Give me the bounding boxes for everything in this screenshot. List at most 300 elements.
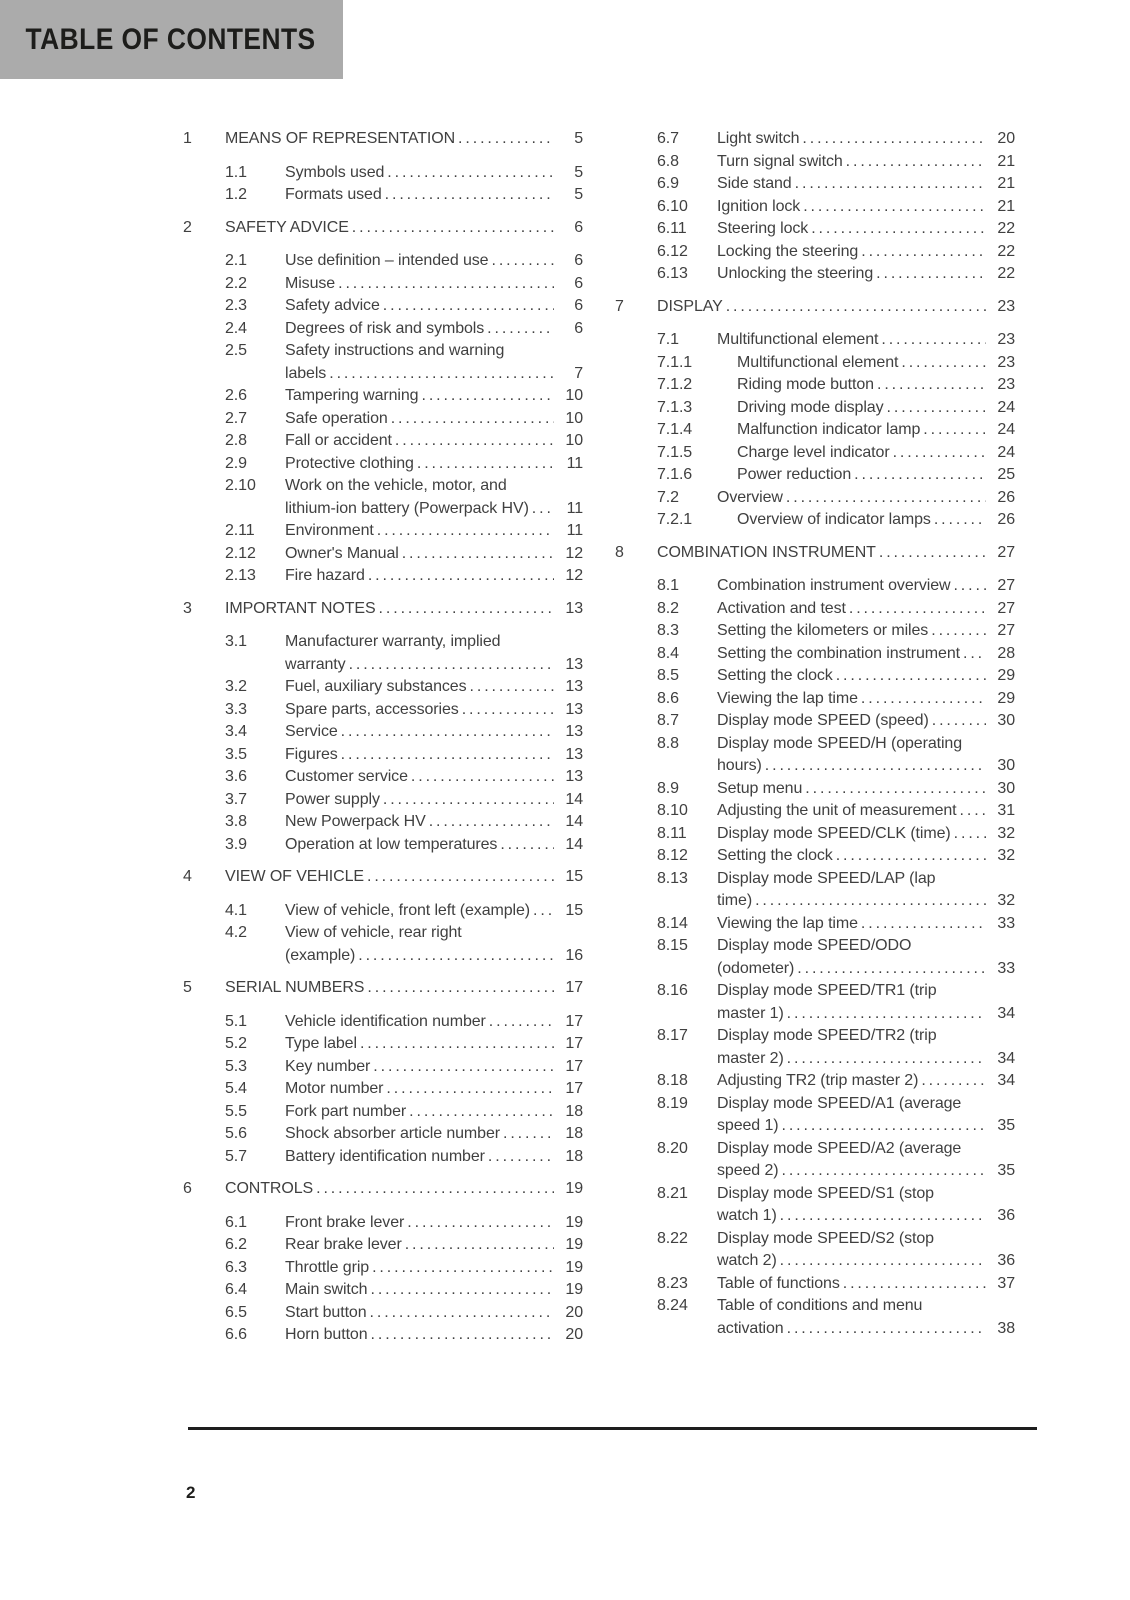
dot-leader (781, 1160, 986, 1183)
toc-entry-page: 22 (997, 242, 1015, 260)
toc-entry-page: 11 (566, 522, 583, 539)
toc-entry-page: 19 (565, 1236, 583, 1253)
toc-entry-number: 8.24 (657, 1297, 688, 1314)
toc-entry-title: Riding mode button (737, 376, 874, 393)
toc-entry-body (717, 1273, 1015, 1296)
toc-entry (183, 273, 583, 296)
toc-entry (615, 868, 1015, 913)
dot-leader (861, 241, 986, 264)
dot-leader (934, 509, 986, 532)
toc-entry-body (717, 643, 1015, 666)
dot-leader (358, 945, 554, 968)
toc-entry-body (285, 1146, 583, 1169)
toc-entry-page: 27 (997, 543, 1015, 561)
toc-entry-body (717, 845, 1015, 868)
toc-entry-page: 6 (574, 297, 583, 314)
toc-entry-page: 10 (565, 409, 583, 427)
toc-entry-page: 13 (565, 723, 583, 740)
toc-entry-page: 35 (997, 1117, 1015, 1134)
dot-leader (405, 1234, 554, 1257)
dot-leader (368, 565, 554, 588)
toc-entry-title: Formats used (285, 186, 382, 203)
toc-entry-title: labels (285, 364, 327, 382)
toc-entry (183, 598, 583, 621)
dot-leader (876, 263, 986, 286)
toc-entry-number: 6.12 (657, 242, 688, 260)
toc-entry-body (717, 1295, 1015, 1340)
footer-divider (188, 1427, 1037, 1430)
toc-entry-title: Spare parts, accessories (285, 700, 459, 718)
toc-entry-title: MEANS OF REPRESENTATION (225, 130, 456, 147)
toc-entry-title: Viewing the lap time (717, 689, 858, 707)
toc-entry-title: CONTROLS (225, 1180, 314, 1197)
toc-entry-title: Motor number (285, 1080, 384, 1097)
dot-leader (489, 1011, 554, 1034)
toc-entry (615, 419, 1015, 442)
toc-entry (615, 845, 1015, 868)
toc-entry-title: Degrees of risk and symbols (285, 319, 485, 337)
toc-entry-page: 18 (565, 1102, 583, 1120)
toc-entry-title-line: Manufacturer warranty, implied (285, 633, 501, 650)
toc-entry-number: 2.5 (225, 342, 247, 359)
toc-entry-page: 20 (565, 1303, 583, 1321)
toc-entry-page: 17 (565, 1080, 583, 1097)
dot-leader (887, 397, 986, 420)
toc-entry-body (737, 442, 1015, 465)
toc-entry-page: 28 (997, 644, 1015, 662)
toc-entry (615, 778, 1015, 801)
toc-entry-title: Environment (285, 522, 374, 539)
dot-leader (923, 419, 986, 442)
toc-entry-body (717, 688, 1015, 711)
toc-entry-title: Adjusting TR2 (trip master 2) (717, 1072, 919, 1089)
toc-entry-title: Safety advice (285, 297, 380, 314)
toc-entry-body (717, 823, 1015, 846)
toc-entry (183, 744, 583, 767)
toc-entry-title: Power supply (285, 790, 380, 808)
toc-entry-number: 8.3 (657, 622, 679, 639)
toc-entry-title: (example) (285, 946, 356, 964)
toc-entry (183, 721, 583, 744)
toc-entry-body (717, 329, 1015, 352)
toc-entry-number: 5.1 (225, 1012, 247, 1030)
toc-entry-number: 2.9 (225, 454, 247, 472)
toc-entry (615, 665, 1015, 688)
toc-entry-title: master 1) (717, 1004, 784, 1022)
toc-entry (183, 631, 583, 676)
dot-leader (726, 296, 986, 319)
toc-entry-number: 8.16 (657, 982, 688, 999)
toc-entry-number: 7.1.2 (657, 376, 693, 393)
toc-entry-body (285, 453, 583, 476)
dot-leader (786, 487, 986, 510)
toc-entry-page: 12 (565, 567, 583, 584)
dot-leader (836, 845, 986, 868)
toc-entry-body (717, 1025, 1015, 1070)
toc-entry-title-line: Work on the vehicle, motor, and (285, 477, 507, 494)
toc-entry-number: 3.4 (225, 723, 247, 740)
toc-entry-number: 1 (183, 130, 192, 147)
dot-leader (861, 688, 986, 711)
toc-entry-page: 6 (574, 319, 583, 337)
dot-leader (877, 374, 986, 397)
toc-entry-title: Combination instrument overview (717, 577, 951, 594)
toc-entry (615, 643, 1015, 666)
toc-entry-page: 30 (997, 712, 1015, 729)
dot-leader (881, 329, 986, 352)
dot-leader (402, 543, 554, 566)
toc-entry (183, 1033, 583, 1056)
toc-entry-number: 3.6 (225, 768, 247, 785)
toc-entry (183, 1101, 583, 1124)
toc-entry (615, 487, 1015, 510)
toc-entry-title: Shock absorber article number (285, 1125, 500, 1142)
toc-entry (615, 509, 1015, 532)
dot-leader (795, 173, 986, 196)
toc-entry-page: 34 (997, 1072, 1015, 1089)
toc-entry-page: 5 (574, 130, 583, 147)
toc-entry (615, 575, 1015, 598)
toc-entry (615, 1070, 1015, 1093)
toc-entry (183, 766, 583, 789)
toc-entry-body (717, 1183, 1015, 1228)
toc-entry-body (717, 263, 1015, 286)
toc-entry-page: 27 (997, 622, 1015, 639)
toc-entry-page: 18 (565, 1147, 583, 1165)
toc-entry-body (285, 1234, 583, 1257)
dot-leader (379, 598, 554, 621)
toc-entry-body (225, 1178, 583, 1201)
dot-leader (765, 755, 986, 778)
dot-leader (843, 1273, 986, 1296)
toc-entry-title-line: Display mode SPEED/A2 (average (717, 1139, 962, 1157)
toc-entry-number: 3.5 (225, 745, 247, 763)
toc-entry-body (285, 811, 583, 834)
dot-leader (352, 217, 554, 240)
toc-entry-body (225, 217, 583, 240)
toc-entry-title: Table of functions (717, 1274, 840, 1292)
toc-entry-title-line: View of vehicle, rear right (285, 924, 462, 941)
toc-entry-body (285, 520, 583, 543)
toc-entry-page: 17 (565, 1057, 583, 1075)
toc-entry-title: time) (717, 892, 753, 909)
toc-entry-page: 12 (565, 544, 583, 562)
dot-leader (787, 1048, 986, 1071)
dot-leader (349, 654, 554, 677)
dot-leader (836, 665, 986, 688)
dot-leader (387, 162, 554, 185)
toc-entry (615, 1228, 1015, 1273)
dot-leader (802, 128, 986, 151)
toc-entry (183, 475, 583, 520)
toc-entry (183, 811, 583, 834)
toc-entry-body (285, 631, 583, 676)
toc-entry-number: 2.12 (225, 544, 256, 562)
toc-entry-title-line: Display mode SPEED/S1 (stop (717, 1184, 934, 1202)
toc-entry-body (285, 766, 583, 789)
toc-entry-page: 29 (997, 667, 1015, 684)
toc-entry-number: 8.8 (657, 734, 679, 752)
toc-entry-body (285, 922, 583, 967)
toc-entry-body (717, 1093, 1015, 1138)
toc-entry-number: 2.1 (225, 252, 247, 269)
toc-entry-number: 5.2 (225, 1035, 247, 1052)
toc-entry-body (717, 1138, 1015, 1183)
toc-entry (183, 543, 583, 566)
dot-leader (458, 128, 554, 151)
toc-entry-page: 27 (997, 577, 1015, 594)
toc-entry-title: New Powerpack HV (285, 813, 426, 830)
toc-entry-number: 5.4 (225, 1080, 247, 1097)
toc-entry-page: 31 (997, 802, 1015, 819)
dot-leader (487, 318, 554, 341)
toc-entry-body (285, 1279, 583, 1302)
toc-entry-page: 14 (565, 790, 583, 808)
toc-entry-title-line: Display mode SPEED/LAP (lap (717, 869, 936, 887)
toc-entry-body (225, 866, 583, 889)
toc-entry-page: 13 (565, 678, 583, 695)
toc-entry (183, 184, 583, 207)
dot-leader (781, 1115, 986, 1138)
dot-leader (421, 385, 554, 408)
dot-leader (787, 1003, 986, 1026)
toc-entry-body (285, 408, 583, 431)
toc-entry-page: 13 (565, 768, 583, 785)
toc-entry-title: Locking the steering (717, 242, 859, 260)
toc-entry (615, 598, 1015, 621)
toc-entry-title: Viewing the lap time (717, 914, 858, 932)
toc-entry-page: 37 (997, 1274, 1015, 1292)
toc-entry-body (717, 913, 1015, 936)
toc-entry-body (717, 487, 1015, 510)
toc-entry-title: Multifunctional element (737, 353, 899, 371)
toc-entry (183, 1212, 583, 1235)
toc-entry (183, 834, 583, 857)
toc-entry-page: 33 (997, 914, 1015, 932)
toc-entry-title: Overview (717, 488, 783, 506)
toc-entry (615, 688, 1015, 711)
toc-entry (183, 922, 583, 967)
toc-entry-page: 30 (997, 779, 1015, 797)
dot-leader (470, 676, 555, 699)
toc-entry-page: 11 (566, 454, 583, 472)
toc-entry-title: Service (285, 723, 338, 740)
dot-leader (373, 1056, 554, 1079)
toc-entry-title: Light switch (717, 130, 800, 147)
dot-leader (849, 598, 986, 621)
toc-entry-number: 5.3 (225, 1057, 247, 1075)
toc-entry-title: Ignition lock (717, 197, 801, 215)
toc-entry-body (285, 721, 583, 744)
toc-entry-page: 32 (997, 824, 1015, 842)
toc-entry-number: 1.1 (225, 163, 247, 181)
toc-entry-page: 5 (574, 186, 583, 203)
toc-entry-page: 21 (997, 175, 1015, 192)
toc-entry-number: 2.7 (225, 409, 247, 427)
toc-entry-page: 22 (997, 265, 1015, 282)
dot-leader (963, 643, 986, 666)
toc-entry (183, 408, 583, 431)
toc-entry-body (285, 162, 583, 185)
toc-entry-body (225, 977, 583, 1000)
toc-entry-page: 26 (997, 511, 1015, 528)
toc-entry-number: 2.11 (225, 522, 255, 539)
toc-entry-page: 32 (997, 892, 1015, 909)
dot-leader (383, 789, 554, 812)
dot-leader (383, 295, 554, 318)
toc-entry (615, 800, 1015, 823)
toc-entry-page: 20 (565, 1326, 583, 1343)
toc-entry-page: 13 (565, 599, 583, 617)
toc-entry (615, 1138, 1015, 1183)
toc-entry-title: View of vehicle, front left (example) (285, 901, 531, 919)
toc-entry-title: SAFETY ADVICE (225, 218, 349, 236)
toc-entry-page: 11 (566, 499, 583, 517)
toc-entry-number: 8.13 (657, 869, 688, 887)
page-title: TABLE OF CONTENTS (25, 22, 316, 56)
toc-entry-number: 5.7 (225, 1147, 247, 1165)
toc-entry-number: 2.10 (225, 477, 256, 494)
toc-entry-number: 6.1 (225, 1213, 247, 1231)
toc-entry-title: Use definition – intended use (285, 252, 489, 269)
toc-entry-number: 3.3 (225, 700, 247, 718)
toc-entry-title: Display mode SPEED (speed) (717, 712, 929, 729)
toc-entry-number: 8.21 (657, 1184, 688, 1202)
toc-entry-number: 2.8 (225, 432, 247, 449)
toc-entry (615, 620, 1015, 643)
toc-entry-number: 8.6 (657, 689, 679, 707)
toc-entry (183, 1011, 583, 1034)
toc-entry-number: 5.5 (225, 1102, 247, 1120)
toc-entry-page: 23 (997, 376, 1015, 393)
toc-entry-title-line: Display mode SPEED/TR1 (trip (717, 982, 937, 999)
toc-entry-title-line: Safety instructions and warning (285, 342, 505, 359)
toc-entry-title: master 2) (717, 1049, 784, 1067)
toc-entry-page: 33 (997, 959, 1015, 977)
toc-entry-number: 7 (615, 297, 624, 315)
toc-entry-page: 5 (574, 163, 583, 181)
toc-entry-title: Symbols used (285, 163, 385, 181)
toc-entry (183, 1146, 583, 1169)
toc-entry-body (717, 196, 1015, 219)
toc-entry (615, 263, 1015, 286)
toc-entry-page: 18 (565, 1125, 583, 1142)
dot-leader (371, 1324, 554, 1347)
toc-entry-number: 2 (183, 218, 192, 236)
toc-entry-title-line: Display mode SPEED/A1 (average (717, 1094, 962, 1112)
toc-entry-number: 3.8 (225, 813, 247, 830)
toc-entry (615, 329, 1015, 352)
toc-entry-number: 6.3 (225, 1258, 247, 1276)
dot-leader (391, 408, 554, 431)
toc-entry-body (717, 778, 1015, 801)
toc-entry-body (717, 620, 1015, 643)
toc-entry-title: Owner's Manual (285, 544, 399, 562)
toc-entry-body (657, 542, 1015, 565)
toc-entry (615, 296, 1015, 319)
toc-entry-title: IMPORTANT NOTES (225, 599, 376, 617)
dot-leader (316, 1178, 554, 1201)
toc-entry-title: Horn button (285, 1326, 368, 1343)
toc-entry-body (737, 374, 1015, 397)
toc-entry-number: 6.2 (225, 1236, 247, 1253)
toc-entry-body (717, 241, 1015, 264)
toc-entry (615, 1295, 1015, 1340)
toc-entry (183, 565, 583, 588)
toc-entry (615, 442, 1015, 465)
toc-entry (183, 1178, 583, 1201)
toc-entry-page: 30 (997, 757, 1015, 774)
toc-entry-body (285, 184, 583, 207)
toc-entry-title: Steering lock (717, 220, 809, 237)
toc-entry-body (285, 273, 583, 296)
toc-entry-title: Driving mode display (737, 398, 884, 416)
toc-entry-title: Customer service (285, 768, 408, 785)
toc-entry-number: 7.1.3 (657, 398, 693, 416)
toc-entry-page: 13 (565, 700, 583, 718)
toc-entry-title-line: Display mode SPEED/S2 (stop (717, 1229, 934, 1247)
toc-entry-page: 15 (565, 901, 583, 919)
toc-entry-page: 6 (574, 218, 583, 236)
toc-entry-page: 34 (997, 1049, 1015, 1067)
toc-entry-title: Overview of indicator lamps (737, 511, 931, 528)
toc-entry-number: 6.13 (657, 265, 688, 282)
toc-entry-title: Display mode SPEED/CLK (time) (717, 824, 951, 842)
toc-entry-body (285, 699, 583, 722)
dot-leader (409, 1101, 554, 1124)
toc-entry-title: Start button (285, 1303, 367, 1321)
toc-entry-number: 8.2 (657, 599, 679, 617)
toc-entry-title: (odometer) (717, 959, 795, 977)
toc-entry-title: speed 1) (717, 1117, 779, 1134)
dot-leader (932, 710, 986, 733)
toc-entry-number: 8.19 (657, 1094, 688, 1112)
toc-entry-number: 8.5 (657, 667, 679, 684)
toc-entry (615, 913, 1015, 936)
toc-entry-number: 6.6 (225, 1326, 247, 1343)
toc-entry-page: 6 (574, 274, 583, 292)
toc-entry-number: 6.5 (225, 1303, 247, 1321)
toc-entry-body (717, 151, 1015, 174)
toc-entry-title: Multifunctional element (717, 331, 879, 348)
toc-entry-body (285, 295, 583, 318)
toc-entry-page: 10 (565, 387, 583, 404)
toc-entry-body (737, 509, 1015, 532)
toc-entry (183, 676, 583, 699)
toc-entry-title: Main switch (285, 1281, 368, 1298)
toc-entry-page: 10 (565, 432, 583, 449)
toc-entry-page: 25 (997, 466, 1015, 483)
dot-leader (755, 890, 986, 913)
dot-leader (805, 778, 986, 801)
toc-entry-page: 16 (565, 946, 583, 964)
toc-entry-title: Misuse (285, 274, 336, 292)
toc-entry-body (737, 464, 1015, 487)
toc-entry (183, 789, 583, 812)
dot-leader (367, 977, 554, 1000)
toc-entry (615, 935, 1015, 980)
toc-entry (615, 1093, 1015, 1138)
toc-entry-title: Fall or accident (285, 432, 392, 449)
toc-entry-number: 8 (615, 543, 624, 561)
toc-entry-number: 4 (183, 868, 192, 885)
toc-entry-body (717, 598, 1015, 621)
toc-entry-page: 19 (565, 1281, 583, 1298)
toc-entry-title: speed 2) (717, 1162, 779, 1179)
dot-leader (533, 900, 554, 923)
toc-entry-page: 19 (565, 1213, 583, 1231)
dot-leader (921, 1070, 986, 1093)
